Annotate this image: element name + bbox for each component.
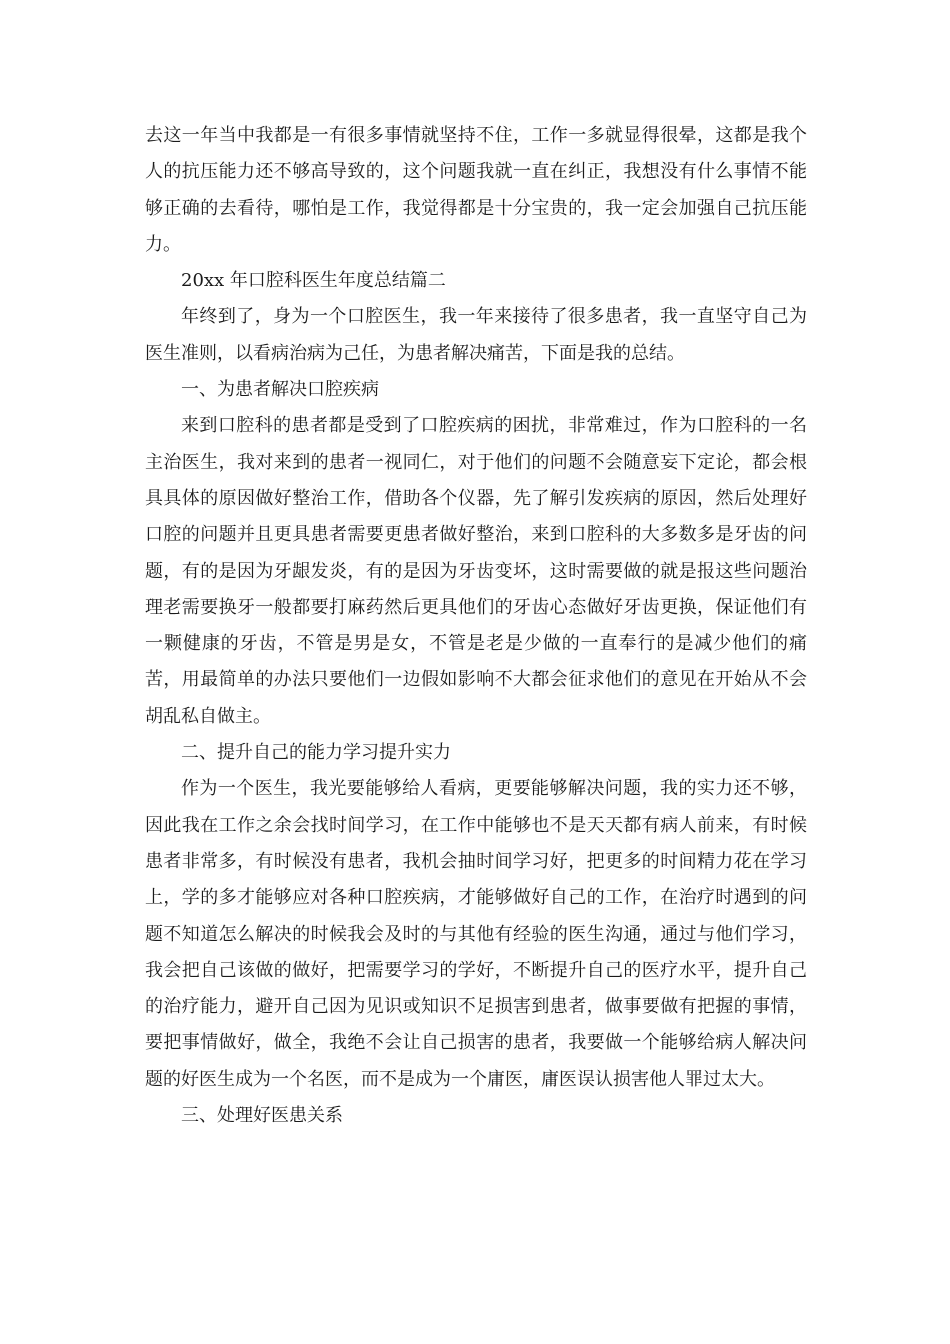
subheading-3: 三、处理好医患关系: [181, 1105, 343, 1127]
subheading-1: 一、为患者解决口腔疾病: [181, 379, 379, 401]
body-paragraph-4: 作为一个医生，我光要能够给人看病，更要能够解决问题，我的实力还不够，因此我在工作之余会找时间学习，在工作中能够也不是天天都有病人前来，有时候患者非常多，有时候没有患者，我机会抽时间学习好，把更多的时间精力花在学习上，学的多才能够应对各种口腔疾病，才能够做好自己的工作，在治疗时遇到的问题不知道怎么解决的时候我会及时的与其他有经验的医生沟通，通过与他们学习，我会把自己该做的做好，把需要学习的学好，不断提升自己的医疗水平，提升自己的治疗能力，避开自己因为见识或知识不足损害到患者，做事要做有把握的事情，要把事情做好，做全，我绝不会让自己损害的患者，我要做一个能够给病人解决问题的好医生成为一个名医，而不是成为一个庸医，庸医误认损害他人罪过太大。: [145, 778, 807, 1090]
document-page: [145, 118, 807, 1134]
body-paragraph-1: 去这一年当中我都是一有很多事情就坚持不住，工作一多就显得很晕，这都是我个人的抗压能力还不够高导致的，这个问题我就一直在纠正，我想没有什么事情不能够正确的去看待，哪怕是工作，我觉得都是十分宝贵的，我一定会加强自己抗压能力。: [145, 125, 807, 255]
body-paragraph-2: 年终到了，身为一个口腔医生，我一年来接待了很多患者，我一直坚守自己为医生准则，以看病治病为己任，为患者解决痛苦，下面是我的总结。: [145, 306, 807, 364]
subheading-2: 二、提升自己的能力学习提升实力: [181, 742, 451, 764]
body-paragraph-3: 来到口腔科的患者都是受到了口腔疾病的困扰，非常难过，作为口腔科的一名主治医生，我对来到的患者一视同仁，对于他们的问题不会随意妄下定论，都会根具具体的原因做好整治工作，借助各个仪器，先了解引发疾病的原因，然后处理好口腔的问题并且更具患者需要更患者做好整治，来到口腔科的大多数多是牙齿的问题，有的是因为牙龈发炎，有的是因为牙齿变坏，这时需要做的就是报这些问题治理老需要换牙一般都要打麻药然后更具他们的牙齿心态做好牙齿更换，保证他们有一颗健康的牙齿，不管是男是女，不管是老是少做的一直奉行的是减少他们的痛苦，用最简单的办法只要他们一边假如影响不大都会征求他们的意见在开始从不会胡乱私自做主。: [145, 415, 807, 727]
section-title: 20xx 年口腔科医生年度总结篇二: [181, 270, 446, 292]
